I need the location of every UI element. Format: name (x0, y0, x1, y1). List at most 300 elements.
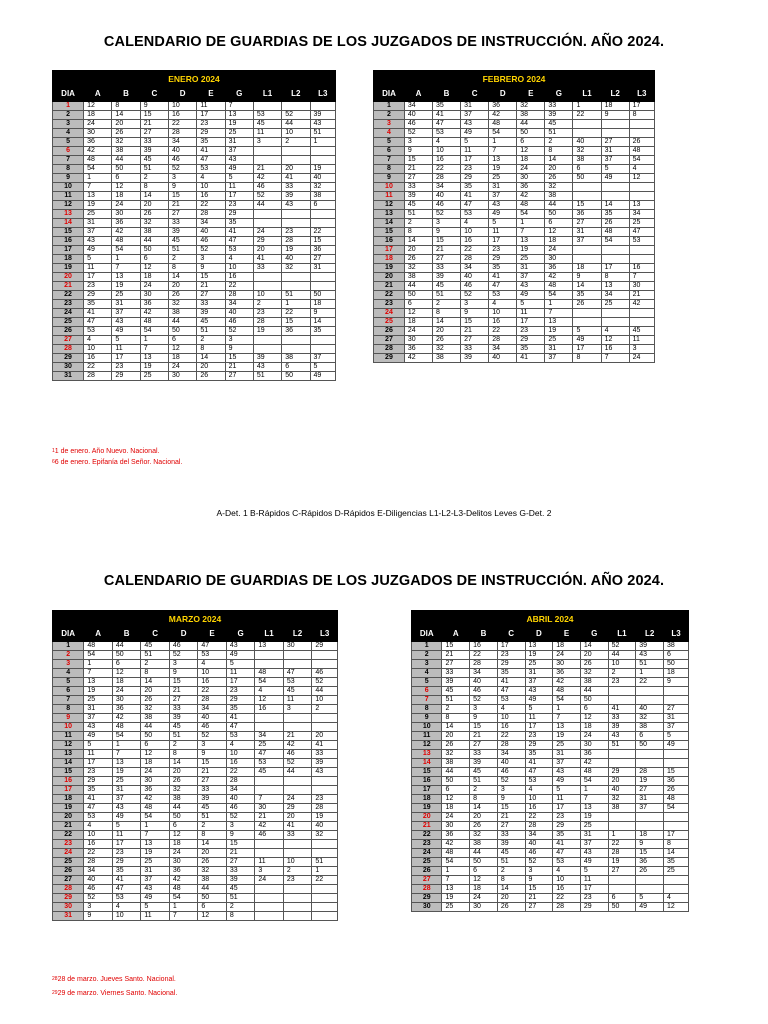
court-cell (629, 120, 654, 129)
court-cell: 42 (112, 228, 140, 237)
court-cell: 40 (470, 678, 498, 687)
court-cell (608, 876, 636, 885)
court-cell: 26 (169, 777, 198, 786)
day-cell: 2 (374, 111, 405, 120)
court-cell: 51 (497, 858, 525, 867)
court-cell: 23 (497, 651, 525, 660)
court-cell: 30 (84, 129, 112, 138)
court-cell: 49 (517, 291, 545, 300)
day-cell: 8 (374, 165, 405, 174)
court-cell: 49 (663, 741, 688, 750)
court-cell: 22 (310, 228, 336, 237)
court-cell (312, 777, 338, 786)
court-cell: 44 (198, 885, 227, 894)
court-cell: 39 (197, 309, 225, 318)
day-cell: 29 (53, 894, 84, 903)
court-cell: 13 (489, 156, 517, 165)
court-cell: 28 (312, 804, 338, 813)
court-cell (601, 129, 629, 138)
court-cell: 19 (84, 201, 112, 210)
court-cell: 31 (489, 183, 517, 192)
court-cell: 47 (489, 282, 517, 291)
court-cell: 10 (553, 876, 581, 885)
court-cell: 45 (433, 282, 461, 291)
court-cell: 17 (663, 831, 688, 840)
court-cell: 16 (169, 111, 197, 120)
table-row (374, 336, 655, 345)
court-cell: 23 (197, 120, 225, 129)
court-cell: 33 (198, 786, 227, 795)
court-cell: 3 (255, 867, 284, 876)
court-cell: 21 (198, 768, 227, 777)
court-cell: 13 (225, 111, 253, 120)
court-cell: 17 (629, 102, 654, 111)
court-cell: 39 (169, 228, 197, 237)
court-cell: 43 (112, 318, 140, 327)
court-cell: 5 (112, 336, 140, 345)
court-cell: 20 (580, 651, 608, 660)
court-cell: 33 (253, 264, 281, 273)
court-cell: 24 (283, 795, 312, 804)
court-cell: 14 (663, 849, 688, 858)
court-cell: 33 (404, 183, 432, 192)
court-cell: 10 (197, 183, 225, 192)
court-cell: 50 (580, 696, 608, 705)
court-cell: 49 (226, 651, 255, 660)
court-cell: 28 (169, 129, 197, 138)
court-cell (573, 255, 601, 264)
day-cell: 17 (412, 786, 442, 795)
court-cell: 41 (433, 111, 461, 120)
column-header: A (84, 87, 112, 102)
court-cell: 46 (404, 120, 432, 129)
court-cell: 2 (282, 138, 310, 147)
table-row (412, 714, 689, 723)
court-cell: 5 (226, 660, 255, 669)
court-cell (629, 246, 654, 255)
court-cell: 45 (629, 327, 654, 336)
court-cell: 7 (601, 354, 629, 363)
day-cell: 13 (412, 750, 442, 759)
court-cell: 24 (580, 732, 608, 741)
table-row (374, 156, 655, 165)
court-cell (310, 156, 336, 165)
court-cell: 19 (517, 246, 545, 255)
court-cell: 44 (169, 804, 198, 813)
day-cell: 14 (53, 219, 84, 228)
court-cell: 39 (433, 273, 461, 282)
court-cell: 15 (282, 318, 310, 327)
court-cell: 51 (169, 246, 197, 255)
court-cell: 13 (112, 759, 141, 768)
court-cell: 15 (169, 678, 198, 687)
court-cell (255, 651, 284, 660)
court-cell (663, 885, 688, 894)
court-cell: 15 (225, 354, 253, 363)
court-cell: 52 (525, 858, 553, 867)
court-cell: 7 (141, 831, 170, 840)
court-cell: 39 (226, 876, 255, 885)
court-cell: 34 (226, 786, 255, 795)
court-cell: 25 (580, 822, 608, 831)
court-cell: 11 (525, 714, 553, 723)
court-cell: 45 (253, 120, 281, 129)
court-cell: 8 (197, 345, 225, 354)
court-cell: 31 (545, 345, 573, 354)
court-cell: 44 (112, 156, 140, 165)
court-cell: 21 (525, 894, 553, 903)
court-cell: 13 (84, 192, 112, 201)
court-cell: 21 (140, 120, 168, 129)
court-cell: 38 (663, 642, 688, 651)
court-cell: 45 (198, 804, 227, 813)
day-cell: 5 (53, 678, 84, 687)
court-cell: 7 (580, 795, 608, 804)
court-cell: 29 (553, 822, 581, 831)
court-cell: 26 (197, 372, 225, 381)
court-cell: 50 (663, 660, 688, 669)
court-cell: 6 (112, 660, 141, 669)
court-cell: 47 (525, 768, 553, 777)
day-cell: 9 (412, 714, 442, 723)
court-cell: 51 (169, 732, 198, 741)
court-cell (282, 273, 310, 282)
court-cell: 18 (545, 237, 573, 246)
court-cell: 19 (608, 858, 636, 867)
table-row (53, 867, 338, 876)
court-cell: 49 (489, 210, 517, 219)
court-cell: 41 (225, 228, 253, 237)
court-cell: 29 (283, 804, 312, 813)
court-cell: 3 (461, 300, 489, 309)
court-cell: 12 (470, 876, 498, 885)
legend: A-Det. 1 B-Rápidos C-Rápidos D-Rápidos E-Diligencias L1-L2-L3-Delitos Leves G-Det. 2 (216, 508, 552, 518)
court-cell: 41 (489, 273, 517, 282)
court-cell: 29 (84, 291, 112, 300)
table-row (412, 876, 689, 885)
table-row (53, 696, 338, 705)
court-cell: 51 (226, 894, 255, 903)
court-cell: 22 (198, 687, 227, 696)
court-cell: 2 (169, 741, 198, 750)
court-cell: 17 (112, 840, 141, 849)
note-enero-6: $^6$6 de enero. Epifanía del Señor. Nacional. (52, 459, 183, 466)
court-cell: 10 (497, 714, 525, 723)
day-cell: 19 (374, 264, 405, 273)
court-cell (573, 309, 601, 318)
court-cell: 46 (283, 750, 312, 759)
court-cell: 33 (140, 138, 168, 147)
court-cell: 52 (470, 696, 498, 705)
court-cell: 4 (525, 786, 553, 795)
day-cell: 8 (53, 165, 84, 174)
court-cell: 36 (141, 786, 170, 795)
court-cell: 44 (169, 318, 197, 327)
court-cell: 16 (629, 264, 654, 273)
court-cell: 41 (525, 759, 553, 768)
court-cell: 43 (580, 849, 608, 858)
court-cell: 16 (525, 804, 553, 813)
day-cell: 7 (412, 696, 442, 705)
table-row (374, 291, 655, 300)
column-header: C (461, 87, 489, 102)
court-cell: 34 (470, 669, 498, 678)
court-cell: 44 (545, 201, 573, 210)
court-cell: 52 (497, 777, 525, 786)
court-cell (283, 912, 312, 921)
court-cell: 11 (461, 147, 489, 156)
day-cell: 4 (53, 669, 84, 678)
court-cell: 38 (573, 156, 601, 165)
court-cell: 13 (255, 642, 284, 651)
table-row (374, 255, 655, 264)
court-cell: 28 (608, 849, 636, 858)
court-cell: 42 (112, 714, 141, 723)
court-cell: 34 (169, 138, 197, 147)
court-cell: 36 (442, 831, 470, 840)
court-cell: 54 (140, 327, 168, 336)
court-cell (601, 318, 629, 327)
court-cell: 17 (84, 759, 113, 768)
court-cell (636, 750, 664, 759)
column-header: L1 (573, 87, 601, 102)
court-cell: 3 (84, 903, 113, 912)
day-cell: 7 (53, 156, 84, 165)
court-cell: 43 (253, 363, 281, 372)
court-cell: 28 (525, 822, 553, 831)
court-cell (282, 102, 310, 111)
court-cell: 12 (601, 336, 629, 345)
court-cell (312, 786, 338, 795)
court-cell: 54 (545, 291, 573, 300)
court-cell: 29 (608, 768, 636, 777)
month-header-row (374, 71, 655, 87)
court-cell: 3 (404, 138, 432, 147)
day-cell: 19 (53, 804, 84, 813)
court-cell: 53 (433, 129, 461, 138)
court-cell: 7 (629, 273, 654, 282)
court-cell: 51 (141, 651, 170, 660)
court-cell (255, 840, 284, 849)
table-row (374, 228, 655, 237)
court-cell: 51 (636, 660, 664, 669)
court-cell: 44 (141, 723, 170, 732)
court-cell: 22 (525, 813, 553, 822)
court-cell: 32 (433, 345, 461, 354)
column-header: G (225, 87, 253, 102)
day-cell: 14 (53, 759, 84, 768)
court-cell: 37 (553, 759, 581, 768)
court-cell: 8 (663, 840, 688, 849)
court-cell: 27 (608, 867, 636, 876)
court-cell: 18 (112, 678, 141, 687)
month-header-row (412, 611, 689, 627)
court-cell: 46 (255, 831, 284, 840)
table-row (53, 750, 338, 759)
court-cell: 31 (573, 228, 601, 237)
court-cell (255, 723, 284, 732)
court-cell (312, 849, 338, 858)
court-cell: 20 (197, 363, 225, 372)
court-cell: 42 (517, 192, 545, 201)
court-cell: 5 (573, 327, 601, 336)
table-row (53, 813, 338, 822)
table-row (412, 795, 689, 804)
day-cell: 1 (412, 642, 442, 651)
day-cell: 31 (53, 372, 84, 381)
day-cell: 9 (53, 714, 84, 723)
court-cell: 13 (525, 642, 553, 651)
court-cell: 37 (141, 876, 170, 885)
day-cell: 9 (53, 174, 84, 183)
court-cell: 47 (497, 687, 525, 696)
court-cell: 16 (497, 723, 525, 732)
court-cell: 6 (470, 867, 498, 876)
court-cell: 21 (433, 246, 461, 255)
table-row (412, 759, 689, 768)
court-cell: 16 (255, 705, 284, 714)
court-cell (608, 759, 636, 768)
column-header: G (226, 627, 255, 642)
court-cell: 19 (442, 894, 470, 903)
court-cell: 44 (283, 768, 312, 777)
court-cell: 53 (84, 327, 112, 336)
table-row (412, 687, 689, 696)
court-cell: 3 (225, 336, 253, 345)
calendar-marzo (52, 610, 338, 921)
court-cell: 30 (470, 903, 498, 912)
court-cell: 40 (489, 354, 517, 363)
court-cell: 46 (169, 156, 197, 165)
court-cell: 26 (442, 741, 470, 750)
court-cell: 23 (608, 678, 636, 687)
day-cell: 20 (374, 273, 405, 282)
day-cell: 2 (53, 651, 84, 660)
court-cell: 24 (517, 165, 545, 174)
court-cell: 32 (282, 264, 310, 273)
column-header: B (433, 87, 461, 102)
table-row (53, 336, 336, 345)
court-cell: 37 (663, 723, 688, 732)
court-cell: 25 (84, 696, 113, 705)
table-row (412, 813, 689, 822)
day-cell: 10 (412, 723, 442, 732)
court-cell: 44 (140, 237, 168, 246)
court-cell (255, 912, 284, 921)
court-cell: 48 (112, 237, 140, 246)
court-cell: 46 (198, 723, 227, 732)
court-cell: 26 (470, 822, 498, 831)
court-cell: 1 (84, 660, 113, 669)
table-row (412, 849, 689, 858)
court-cell: 43 (636, 651, 664, 660)
court-cell: 19 (225, 120, 253, 129)
court-cell: 44 (470, 849, 498, 858)
court-cell: 4 (255, 687, 284, 696)
court-cell: 44 (404, 282, 432, 291)
court-cell: 34 (225, 300, 253, 309)
calendar-abril (411, 610, 689, 912)
court-cell: 37 (84, 228, 112, 237)
court-cell: 43 (553, 768, 581, 777)
column-header: L1 (253, 87, 281, 102)
court-cell: 44 (608, 651, 636, 660)
court-cell: 30 (629, 282, 654, 291)
court-cell: 46 (497, 768, 525, 777)
court-cell: 24 (112, 201, 140, 210)
calendar-enero (52, 70, 336, 381)
court-cell: 12 (112, 669, 141, 678)
court-cell: 5 (84, 255, 112, 264)
table-row (374, 219, 655, 228)
day-cell: 24 (412, 849, 442, 858)
column-header: G (580, 627, 608, 642)
court-cell: 4 (663, 894, 688, 903)
court-cell: 20 (442, 732, 470, 741)
table-row (53, 264, 336, 273)
table-row (374, 327, 655, 336)
court-cell: 3 (226, 822, 255, 831)
court-cell: 11 (283, 696, 312, 705)
court-cell: 9 (404, 147, 432, 156)
court-cell: 14 (433, 318, 461, 327)
court-cell: 33 (608, 714, 636, 723)
court-cell: 38 (517, 111, 545, 120)
court-cell (601, 120, 629, 129)
court-cell: 28 (84, 858, 113, 867)
day-cell: 25 (374, 318, 405, 327)
court-cell: 25 (629, 219, 654, 228)
court-cell: 20 (404, 246, 432, 255)
court-cell: 10 (283, 858, 312, 867)
day-cell: 3 (53, 120, 84, 129)
court-cell: 32 (198, 867, 227, 876)
court-cell: 21 (253, 165, 281, 174)
court-cell: 41 (517, 354, 545, 363)
court-cell: 36 (573, 210, 601, 219)
day-cell: 15 (53, 768, 84, 777)
court-cell: 6 (141, 741, 170, 750)
court-cell: 21 (197, 282, 225, 291)
court-cell: 22 (226, 768, 255, 777)
day-cell: 21 (412, 822, 442, 831)
table-row (53, 741, 338, 750)
court-cell: 54 (84, 651, 113, 660)
court-cell: 20 (141, 687, 170, 696)
court-cell: 23 (112, 849, 141, 858)
court-cell: 52 (608, 642, 636, 651)
court-cell: 39 (312, 759, 338, 768)
court-cell: 25 (601, 300, 629, 309)
court-cell: 43 (84, 723, 113, 732)
court-cell: 1 (545, 300, 573, 309)
table-row (374, 318, 655, 327)
court-cell (283, 723, 312, 732)
table-row (53, 795, 338, 804)
day-cell: 20 (53, 813, 84, 822)
court-cell: 53 (225, 246, 253, 255)
court-cell: 9 (497, 795, 525, 804)
court-cell: 46 (461, 282, 489, 291)
court-cell: 42 (283, 741, 312, 750)
court-cell: 22 (84, 849, 113, 858)
court-cell: 15 (573, 201, 601, 210)
court-cell: 24 (629, 354, 654, 363)
court-cell: 14 (169, 759, 198, 768)
court-cell: 22 (84, 363, 112, 372)
court-cell: 25 (525, 660, 553, 669)
court-cell: 10 (489, 309, 517, 318)
